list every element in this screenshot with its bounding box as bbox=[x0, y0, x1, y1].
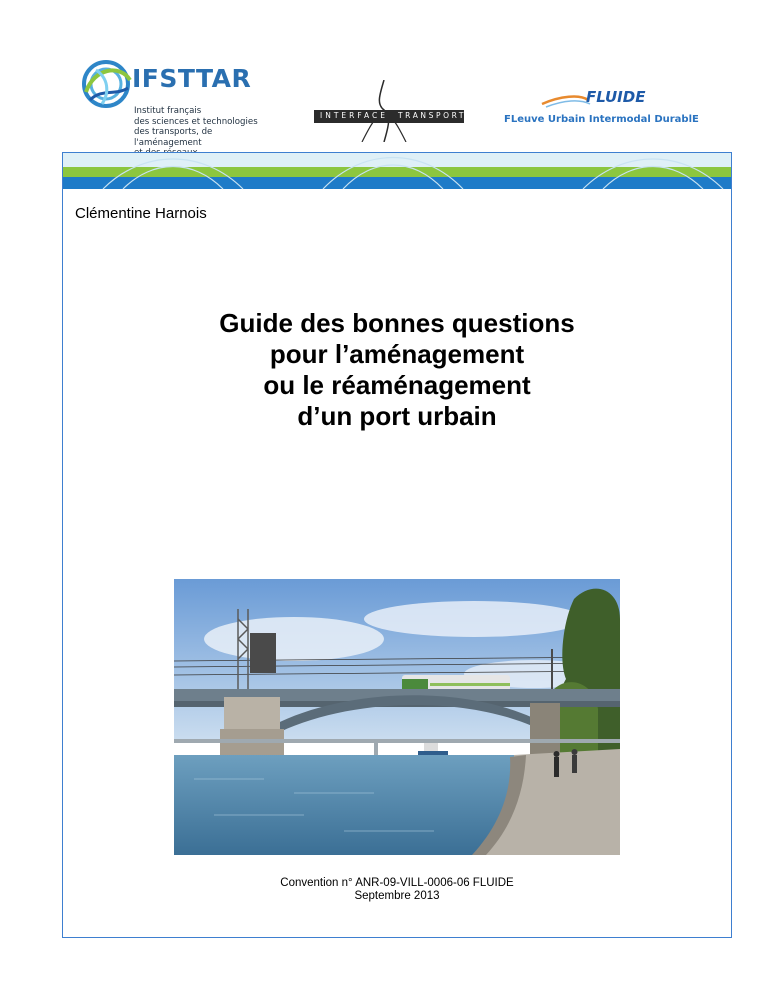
ifsttar-swirl-icon bbox=[80, 58, 136, 108]
ifsttar-logo bbox=[80, 58, 270, 148]
author-name: Clémentine Harnois bbox=[75, 205, 207, 222]
interface-word: INTERFACE bbox=[320, 111, 388, 120]
ifsttar-subtitle-line: des transports, de l'aménagement bbox=[134, 127, 213, 148]
cover-photo bbox=[174, 579, 620, 855]
transport-word: TRANSPORT bbox=[398, 111, 467, 120]
fluide-name: FLUIDE bbox=[586, 88, 646, 106]
fluide-logo bbox=[500, 82, 700, 132]
ifsttar-subtitle-line: des sciences et technologies bbox=[134, 116, 258, 127]
banner-graphic bbox=[63, 153, 731, 195]
banner-stripe bbox=[63, 153, 731, 195]
ifsttar-subtitle-line: Institut français bbox=[134, 106, 202, 116]
ifsttar-subtitle bbox=[134, 106, 274, 159]
cover-frame bbox=[62, 152, 732, 938]
bridge-over-river-with-freight-train-icon bbox=[174, 579, 620, 855]
title-line: pour l’aménagement bbox=[269, 339, 525, 369]
title-line: ou le réaménagement bbox=[263, 370, 531, 400]
convention-date: Septembre 2013 bbox=[354, 890, 440, 902]
fluide-tagline: FLeuve Urbain Intermodal DurablE bbox=[504, 114, 699, 125]
ifsttar-name: IFSTTAR bbox=[132, 64, 252, 93]
title-line: Guide des bonnes questions bbox=[219, 308, 575, 338]
convention-line: Convention n° ANR-09-VILL-0006-06 FLUIDE bbox=[280, 877, 514, 889]
convention-info bbox=[63, 877, 731, 903]
interface-transport-logo bbox=[314, 80, 467, 140]
title-line: d’un port urbain bbox=[297, 401, 497, 431]
document-title bbox=[63, 308, 731, 432]
